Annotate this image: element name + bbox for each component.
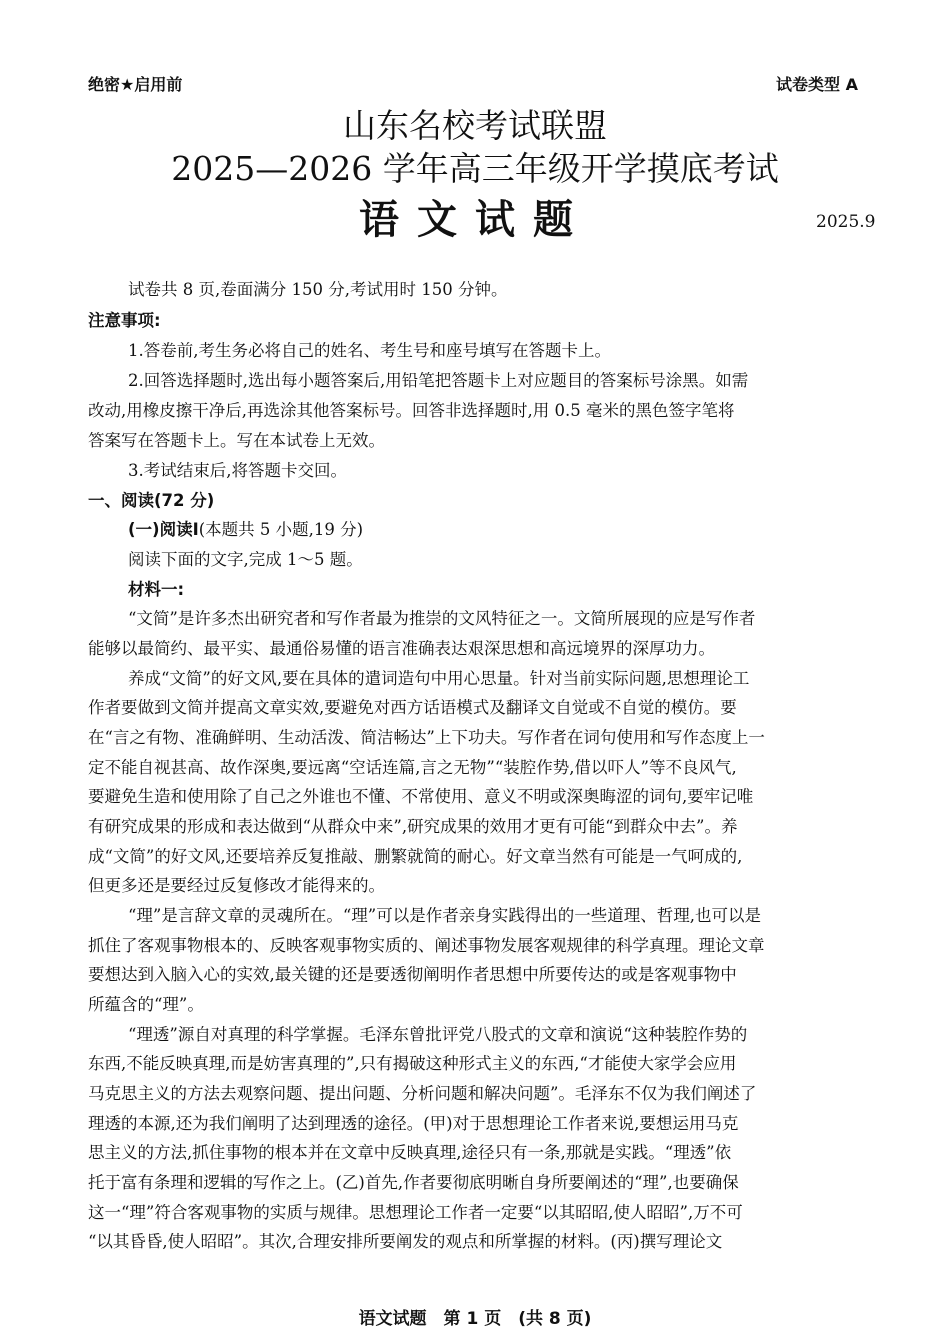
body-line: 托于富有条理和逻辑的写作之上。(乙)首先,作者要彻底明晰自身所要阐述的“理”,也要确保	[88, 1173, 739, 1192]
subsection-detail: (本题共 5 小题,19 分)	[198, 520, 364, 539]
body-line: 马克思主义的方法去观察问题、提出问题、分析问题和解决问题”。毛泽东不仅为我们阐述了	[88, 1084, 757, 1103]
notice-item: 答案写在答题卡上。写在本试卷上无效。	[88, 431, 385, 450]
confidential-label: 绝密★启用前	[88, 75, 183, 94]
notice-item: 1.答卷前,考生务必将自己的姓名、考生号和座号填写在答题卡上。	[128, 341, 611, 360]
body-line: 定不能自视甚高、故作深奥,要远离“空话连篇,言之无物”“装腔作势,借以吓人”等不良风气,	[88, 758, 737, 777]
subsection-title: (一)阅读Ⅰ	[128, 520, 199, 539]
body-line: 所蕴含的“理”。	[88, 995, 204, 1014]
body-line: 作者要做到文简并提高文章实效,要避免对西方话语模式及翻译文自觉或不自觉的模仿。要	[88, 698, 737, 717]
paper-type-label: 试卷类型 A	[776, 75, 858, 94]
body-line: 成“文简”的好文风,还要培养反复推敲、删繁就简的耐心。好文章当然有可能是一气呵成的,	[88, 847, 743, 866]
body-line: 这一“理”符合客观事物的实质与规律。思想理论工作者一定要“以其昭昭,使人昭昭”,万不可	[88, 1203, 743, 1222]
notice-heading: 注意事项:	[88, 311, 161, 330]
body-line: 在“言之有物、准确鲜明、生动活泼、简洁畅达”上下功夫。写作者在词句使用和写作态度上一	[88, 728, 765, 747]
body-line: 要想达到入脑入心的实效,最关键的还是要透彻阐明作者思想中所要传达的或是客观事物中	[88, 965, 737, 984]
body-line: 但更多还是要经过反复修改才能得来的。	[88, 876, 385, 895]
body-line: 养成“文简”的好文风,要在具体的遣词造句中用心思量。针对当前实际问题,思想理论工	[128, 669, 750, 688]
body-line: 要避免生造和使用除了自己之外谁也不懂、不常使用、意义不明或深奥晦涩的词句,要牢记唯	[88, 787, 754, 806]
subject-title: 语文试题	[359, 197, 591, 243]
body-line: “理”是言辞文章的灵魂所在。“理”可以是作者亲身实践得出的一些道理、哲理,也可以是	[128, 906, 761, 925]
notice-item: 3.考试结束后,将答题卡交回。	[128, 461, 347, 480]
exam-intro: 试卷共 8 页,卷面满分 150 分,考试用时 150 分钟。	[128, 280, 508, 299]
reading-instruction: 阅读下面的文字,完成 1～5 题。	[128, 550, 363, 569]
exam-date: 2025.9	[816, 212, 876, 232]
notice-item: 2.回答选择题时,选出每小题答案后,用铅笔把答题卡上对应题目的答案标号涂黑。如需	[128, 371, 749, 390]
page-footer: 语文试题 第 1 页 (共 8 页)	[358, 1309, 592, 1329]
subsection-heading	[128, 516, 860, 540]
exam-organizer-title: 山东名校考试联盟	[343, 106, 607, 145]
notice-item: 改动,用橡皮擦干净后,再选涂其他答案标号。回答非选择题时,用 0.5 毫米的黑色签字笔将	[88, 401, 735, 420]
exam-name-title: 2025—2026 学年高三年级开学摸底考试	[171, 149, 779, 188]
body-line: 思主义的方法,抓住事物的根本并在文章中反映真理,途径只有一条,那就是实践。“理透”依	[88, 1143, 732, 1162]
body-line: 理透的本源,还为我们阐明了达到理透的途径。(甲)对于思想理论工作者来说,要想运用马克	[88, 1114, 739, 1133]
material-label: 材料一:	[128, 580, 185, 599]
body-line: “以其昏昏,使人昭昭”。其次,合理安排所要阐发的观点和所掌握的材料。(丙)撰写理论文	[88, 1232, 723, 1251]
body-line: “文简”是许多杰出研究者和写作者最为推崇的文风特征之一。文简所展现的应是写作者	[128, 609, 756, 628]
body-line: 抓住了客观事物根本的、反映客观事物实质的、阐述事物发展客观规律的科学真理。理论文章	[88, 936, 765, 955]
body-line: 能够以最简约、最平实、最通俗易懂的语言准确表达艰深思想和高远境界的深厚功力。	[88, 639, 715, 658]
body-line: “理透”源自对真理的科学掌握。毛泽东曾批评党八股式的文章和演说“这种装腔作势的	[128, 1025, 748, 1044]
section-heading: 一、阅读(72 分)	[88, 491, 215, 510]
body-line: 东西,不能反映真理,而是妨害真理的”,只有揭破这种形式主义的东西,“才能使大家学会应用	[88, 1054, 737, 1073]
body-line: 有研究成果的形成和表达做到“从群众中来”,研究成果的效用才更有可能“到群众中去”。养	[88, 817, 738, 836]
